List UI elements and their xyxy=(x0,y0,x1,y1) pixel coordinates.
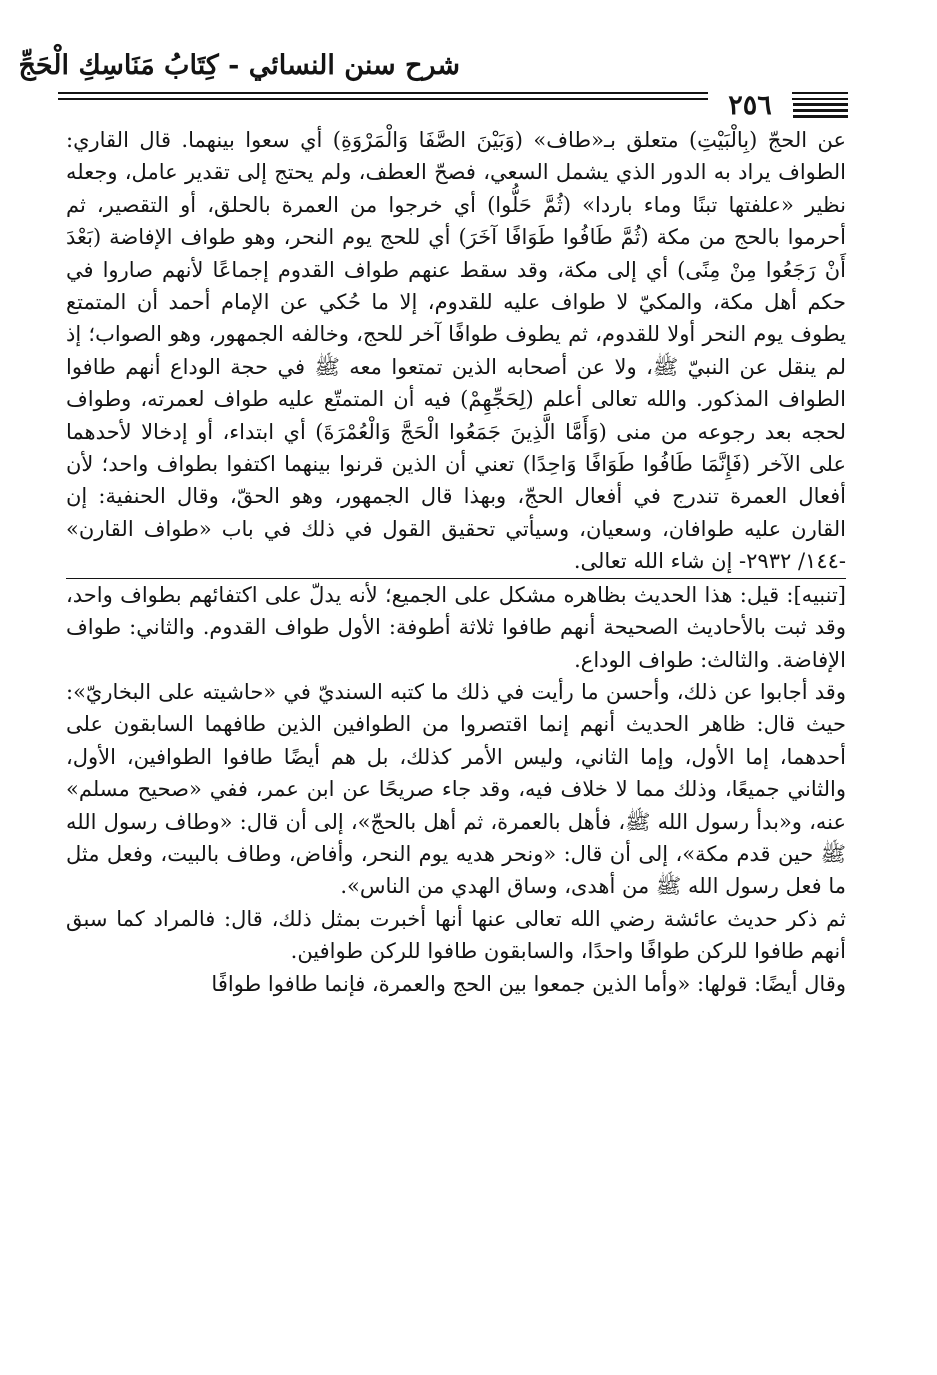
note-paragraph: [تنبيه]: قيل: هذا الحديث بظاهره مشكل على الجميع؛ لأنه يدلّ على اكتفائهم بطواف واحد، وقد ثبت بالأحاديث الصحيحة أنهم طافوا ثلاثة أطوفة: الأول طواف القدوم. والثاني: طواف الإفاضة. والثالث: طواف الوداع. xyxy=(66,578,846,676)
body-paragraph: ثم ذكر حديث عائشة رضي الله تعالى عنها أنها أخبرت بمثل ذلك، قال: فالمراد كما سبق أنهم طافوا للركن طوافًا واحدًا، والسابقون طافوا للركن طوافين. xyxy=(66,906,846,964)
running-header-title: شرح سنن النسائي - كِتَابُ مَنَاسِكِ الْحَجِّ xyxy=(18,50,460,81)
page-number: ٢٥٦ xyxy=(708,90,792,122)
main-text xyxy=(66,124,846,1000)
page-number-rules xyxy=(793,103,848,121)
page-number-rule xyxy=(793,103,848,106)
commentary-paragraph: عن الحجّ (بِالْبَيْتِ) متعلق بـ«طاف» (وَبَيْنَ الصَّفَا وَالْمَرْوَةِ) أي سعوا بينهما. قال القاري: الطواف يراد به الدور الذي يشمل السعي، فصحّ العطف، ولم يحتج إلى تقدير عامل، وجعله نظير «علفتها تبنًا وماء باردا» (ثُمَّ حَلُّوا) أي خرجوا من العمرة بالحلق، أو التقصير، ثم أحرموا بالحج من مكة (ثُمَّ طَافُوا طَوَافًا آخَرَ) أي للحج يوم النحر، وهو طواف الإفاضة (بَعْدَ أَنْ رَجَعُوا مِنْ مِنًى) أي إلى مكة، وقد سقط عنهم طواف القدوم إجماعًا لأنهم صاروا في حكم أهل مكة، والمكيّ لا طواف عليه للقدوم، إلا ما حُكي عن الإمام أحمد أن المتمتع يطوف يوم النحر أولا للقدوم، ثم يطوف طوافًا آخر للحج، وخالفه الجمهور، وهو الصواب؛ إذ لم ينقل عن النبيّ ﷺ، ولا عن أصحابه الذين تمتعوا معه ﷺ في حجة الوداع أنهم طافوا الطواف المذكور. والله تعالى أعلم (لِحَجِّهِمْ) فيه أن المتمتّع عليه طواف لعمرته، وطواف لحجه بعد رجوعه من منى (وَأَمَّا الَّذِينَ جَمَعُوا الْحَجَّ وَالْعُمْرَةَ) أي ابتداء، أو إدخالا لأحدهما على الآخر (فَإِنَّمَا طَافُوا طَوَافًا وَاحِدًا) تعني أن الذين قرنوا بينهما اكتفوا بطواف واحد؛ لأن أفعال العمرة تندرج في أفعال الحجّ، وبهذا قال الجمهور، وهو الحقّ، وقال الحنفية: إن القارن عليه طوافان، وسعيان، وسيأتي تحقيق القول في ذلك في باب «طواف القارن» -١٤٤/ ٢٩٣٢- إن شاء الله تعالى. xyxy=(66,128,847,574)
body-paragraph: وقد أجابوا عن ذلك، وأحسن ما رأيت في ذلك ما كتبه السنديّ في «حاشيته على البخاريّ»: حيث قال: ظاهر الحديث أنهم إنما اقتصروا من الطوافين الذين طافهما السابقون على أحدهما، إما الأول، وإما الثاني، وليس الأمر كذلك، بل هم أيضًا طافوا الطوافين، الأول، والثاني جميعًا، وذلك مما لا خلاف فيه، وقد جاء صريحًا عن ابن عمر، ففي «صحيح مسلم» عنه، و«بدأ رسول الله ﷺ، فأهل بالعمرة، ثم أهل بالحجّ»، إلى أن قال: «وطاف رسول الله ﷺ حين قدم مكة»، إلى أن قال: «ونحر هديه يوم النحر، وأفاض، وطاف بالبيت، وفعل مثل ما فعل رسول الله ﷺ من أهدى، وساق الهدي من الناس». xyxy=(66,679,846,899)
page-number-rule xyxy=(793,115,848,118)
page-number-rule xyxy=(793,109,848,112)
body-paragraph: وقال أيضًا: قولها: «وأما الذين جمعوا بين الحج والعمرة، فإنما طافوا طوافًا xyxy=(211,971,846,996)
